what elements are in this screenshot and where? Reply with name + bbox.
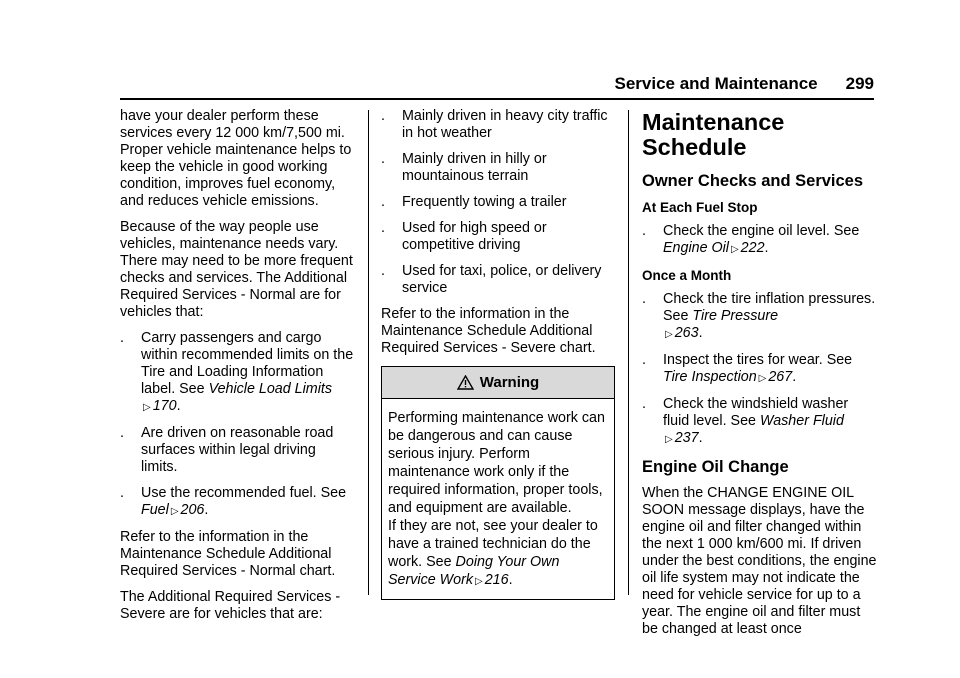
bullet-dot: .	[642, 396, 646, 412]
warning-text: Performing maintenance work can be dangerous and can cause serious injury. Perform maintenance work only if the required information, proper tools, and equipment are available.	[388, 410, 605, 516]
paragraph: Refer to the information in the Maintenance Schedule Additional Required Services - Severe chart.	[381, 306, 596, 356]
cross-ref-link[interactable]: Fuel	[141, 502, 169, 518]
cross-ref-link[interactable]: Tire Inspection	[663, 369, 757, 385]
bullet-item: . Use the recommended fuel. See Fuel ▷ 206.	[120, 485, 347, 518]
bullet-dot: .	[642, 291, 646, 307]
warning-body	[382, 399, 614, 599]
page-ref-arrow-icon: ▷	[730, 244, 739, 255]
bullet-dot: .	[120, 485, 124, 501]
warning-text: If they are not, see your dealer to have a trained technician do the work. See Doing Your Own Service Work ▷ 216.	[388, 518, 598, 588]
page-ref[interactable]: 222	[740, 240, 765, 256]
bullet-dot: .	[642, 223, 646, 239]
page-ref[interactable]: 237	[674, 430, 699, 446]
page-ref-arrow-icon: ▷	[665, 329, 673, 340]
page-ref[interactable]: 263	[674, 325, 699, 341]
warning-title: Warning	[479, 374, 540, 391]
section-title: Service and Maintenance	[614, 74, 818, 93]
paragraph: The Additional Required Services - Severe are for vehicles that are:	[120, 589, 341, 622]
column-2	[381, 108, 615, 600]
cross-ref-link[interactable]: Washer Fluid	[759, 413, 844, 429]
cross-ref-link[interactable]: Tire Pressure	[692, 308, 779, 324]
section-heading: Owner Checks and Services	[642, 172, 864, 190]
bullet-item: . Inspect the tires for wear. See Tire Inspection ▷ 267.	[642, 352, 853, 385]
bullet-item: . Used for high speed or competitive driving	[381, 220, 547, 253]
bullet-item: . Check the tire inflation pressures. See Tire Pressure ▷ 263.	[642, 291, 876, 341]
bullet-dot: .	[381, 108, 385, 124]
cross-ref-link[interactable]: Engine Oil	[663, 240, 729, 256]
paragraph: When the CHANGE ENGINE OIL SOON message displays, have the engine oil and filter changed within the next 1 000 km/600 mi. If driven under the best conditions, the engine oil life system may not indicate the need for vehicle service for up to a year. The engine oil and filter must be changed at least once	[642, 485, 877, 637]
page-ref[interactable]: 216	[484, 572, 509, 588]
page-ref-arrow-icon: ▷	[170, 506, 179, 517]
page-ref-arrow-icon: ▷	[475, 576, 483, 587]
column-1	[120, 108, 356, 632]
column-divider	[628, 110, 629, 595]
paragraph: Because of the way people use vehicles, maintenance needs vary. There may need to be more frequent checks and services. The Additional Required Services - Normal are for vehicles that:	[120, 219, 353, 320]
subsection-heading: Once a Month	[642, 268, 732, 283]
bullet-item: . Mainly driven in hilly or mountainous terrain	[381, 151, 547, 184]
page-number: 299	[845, 74, 874, 93]
bullet-item: . Check the windshield washer fluid level. See Washer Fluid ▷ 237.	[642, 396, 849, 446]
warning-triangle-icon	[457, 375, 474, 390]
header-rule	[120, 98, 874, 100]
bullet-dot: .	[381, 151, 385, 167]
column-3	[642, 108, 878, 647]
bullet-dot: .	[381, 194, 385, 210]
bullet-dot: .	[381, 220, 385, 236]
bullet-dot: .	[120, 425, 124, 441]
chapter-heading: Maintenance Schedule	[642, 109, 785, 160]
bullet-dot: .	[120, 330, 124, 346]
page-ref[interactable]: 267	[768, 369, 793, 385]
page-ref[interactable]: 206	[180, 502, 205, 518]
bullet-dot: .	[381, 263, 385, 279]
bullet-item: . Check the engine oil level. See Engine Oil ▷ 222.	[642, 223, 860, 256]
bullet-item: . Are driven on reasonable road surfaces within legal driving limits.	[120, 425, 334, 475]
column-divider	[368, 110, 369, 595]
page-ref-arrow-icon: ▷	[143, 402, 151, 413]
page-header	[120, 72, 874, 96]
page-ref-arrow-icon: ▷	[758, 373, 767, 384]
section-heading: Engine Oil Change	[642, 458, 789, 476]
warning-header	[382, 367, 614, 399]
bullet-item: . Frequently towing a trailer	[381, 194, 567, 210]
bullet-item: . Used for taxi, police, or delivery service	[381, 263, 602, 296]
page-ref[interactable]: 170	[152, 398, 177, 414]
warning-box	[381, 366, 615, 600]
bullet-dot: .	[642, 352, 646, 368]
bullet-item: . Carry passengers and cargo within recommended limits on the Tire and Loading Information label. See Vehicle Load Limits ▷ 170.	[120, 330, 354, 414]
cross-ref-link[interactable]: Vehicle Load Limits	[208, 381, 333, 397]
cross-ref-link[interactable]: Doing Your Own Service Work	[388, 554, 560, 588]
page-ref-arrow-icon: ▷	[665, 434, 673, 445]
paragraph: Refer to the information in the Maintenance Schedule Additional Required Services - Normal chart.	[120, 529, 336, 579]
paragraph: have your dealer perform these services every 12 000 km/7,500 mi. Proper vehicle maintenance helps to keep the vehicle in good working condition, improves fuel economy, and reduces vehicle emissions.	[120, 108, 352, 209]
bullet-item: . Mainly driven in heavy city traffic in hot weather	[381, 108, 608, 141]
subsection-heading: At Each Fuel Stop	[642, 200, 758, 215]
